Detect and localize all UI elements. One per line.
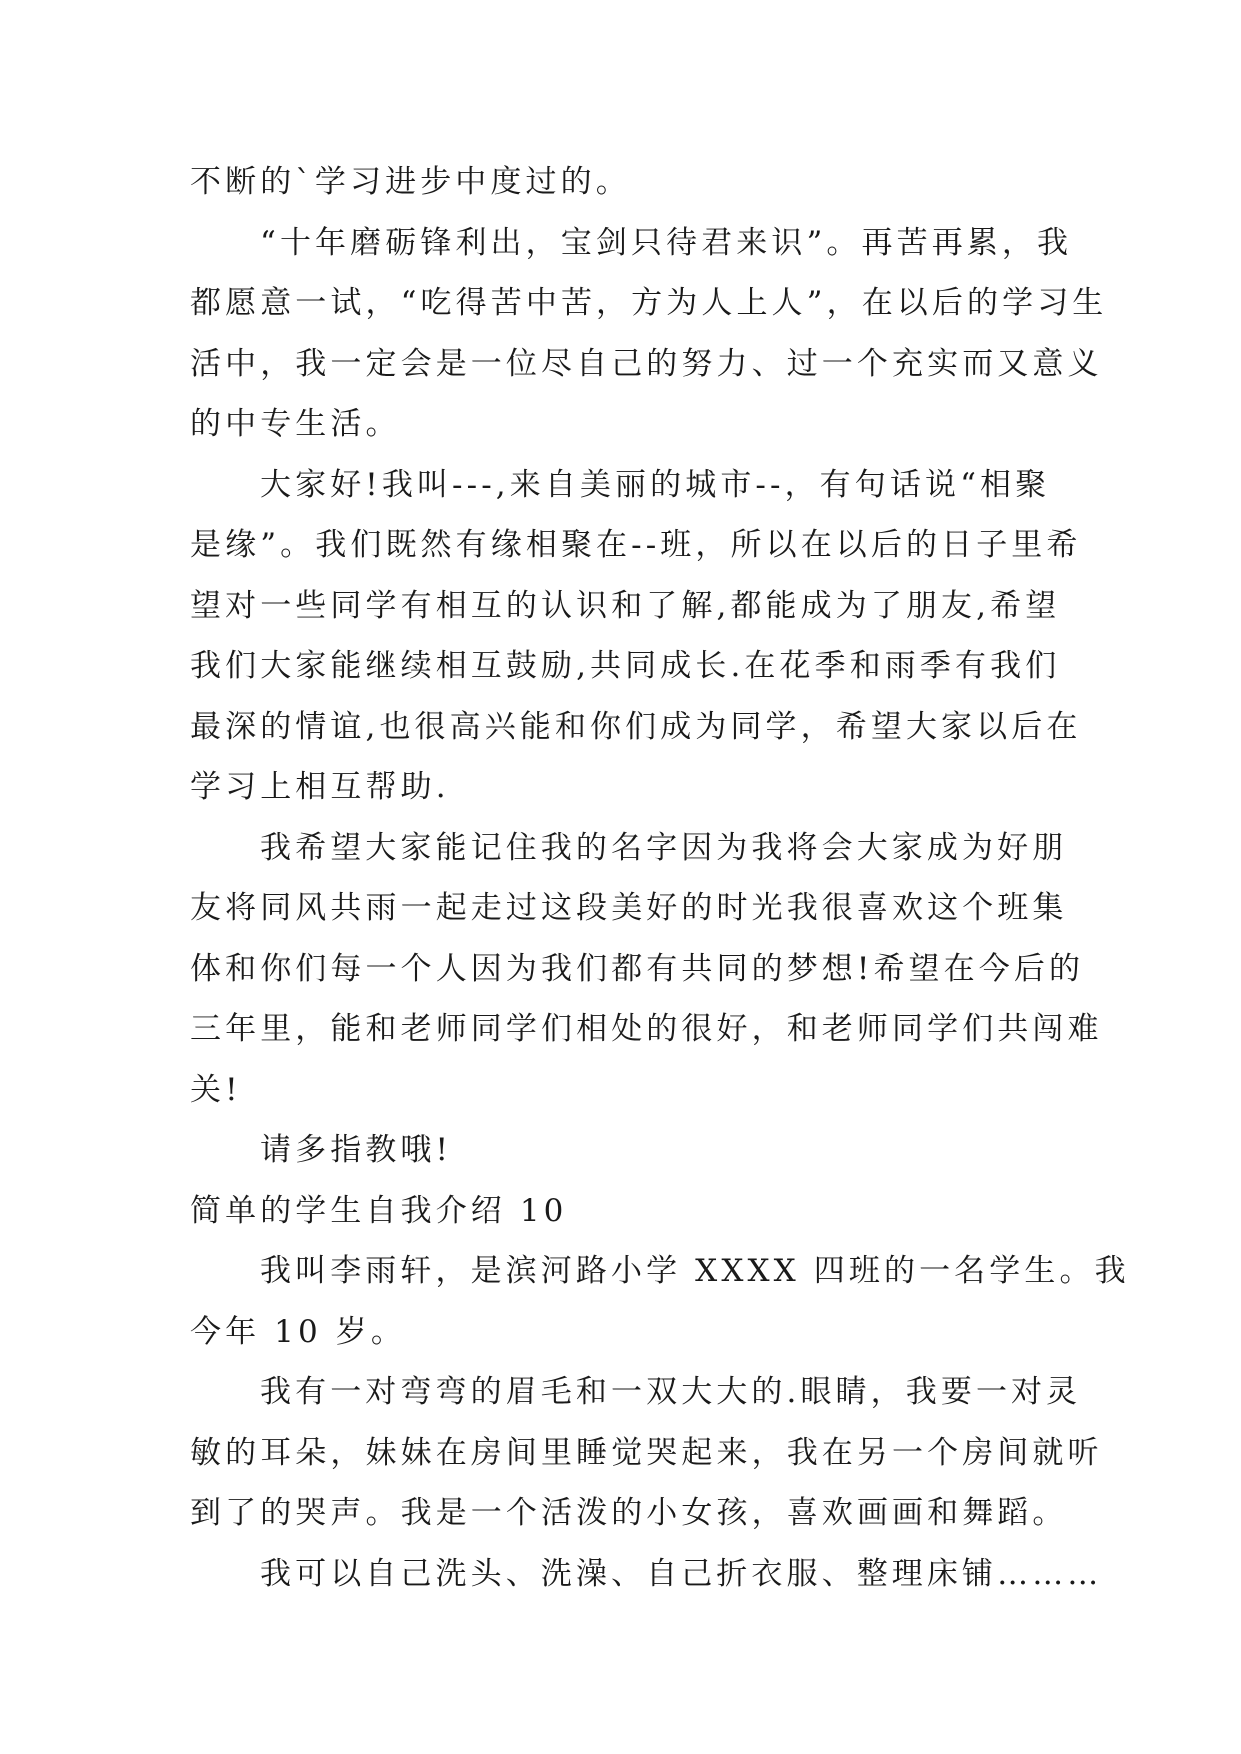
text-line: 不断的`学习进步中度过的。 bbox=[190, 164, 631, 200]
text-line: 请多指教哦! bbox=[260, 1132, 453, 1168]
text-line: 最深的情谊,也很高兴能和你们成为同学，希望大家以后在 bbox=[190, 708, 1082, 745]
text-line: 我有一对弯弯的眉毛和一双大大的.眼睛，我要一对灵 bbox=[260, 1374, 1082, 1410]
text-line: 我可以自己洗头、洗澡、自己折衣服、整理床铺……… bbox=[260, 1555, 1103, 1592]
text-line: 体和你们每一个人因为我们都有共同的梦想!希望在今后的 bbox=[190, 950, 1085, 987]
text-line: 是缘”。我们既然有缘相聚在--班，所以在以后的日子里希 bbox=[190, 527, 1082, 563]
text-line: 大家好!我叫---,来自美丽的城市--，有句话说“相聚 bbox=[260, 466, 1051, 503]
text-line: 我们大家能继续相互鼓励,共同成长.在花季和雨季有我们 bbox=[190, 648, 1061, 684]
text-line: 三年里，能和老师同学们相处的很好，和老师同学们共闯难 bbox=[190, 1011, 1103, 1047]
text-line: 我叫李雨轩，是滨河路小学 XXXX 四班的一名学生。我 bbox=[260, 1253, 1130, 1289]
text-line: 活中，我一定会是一位尽自己的努力、过一个充实而又意义 bbox=[190, 345, 1103, 382]
text-line: 友将同风共雨一起走过这段美好的时光我很喜欢这个班集 bbox=[190, 890, 1068, 926]
document-page bbox=[190, 152, 1130, 1604]
text-line: 望对一些同学有相互的认识和了解,都能成为了朋友,希望 bbox=[190, 587, 1061, 624]
text-line: “十年磨砺锋利出，宝剑只待君来识”。再苦再累，我 bbox=[260, 224, 1073, 261]
text-line: 到了的哭声。我是一个活泼的小女孩，喜欢画画和舞蹈。 bbox=[190, 1495, 1068, 1531]
text-line: 关! bbox=[190, 1071, 242, 1108]
text-line: 学习上相互帮助. bbox=[190, 769, 450, 805]
text-line: 敏的耳朵，妹妹在房间里睡觉哭起来，我在另一个房间就听 bbox=[190, 1434, 1103, 1471]
text-line: 的中专生活。 bbox=[190, 406, 401, 442]
text-line: 今年 10 岁。 bbox=[190, 1313, 406, 1350]
text-line: 都愿意一试，“吃得苦中苦，方为人上人”，在以后的学习生 bbox=[190, 285, 1108, 321]
text-line: 我希望大家能记住我的名字因为我将会大家成为好朋 bbox=[260, 829, 1068, 866]
section-heading: 简单的学生自我介绍 10 bbox=[190, 1192, 568, 1229]
